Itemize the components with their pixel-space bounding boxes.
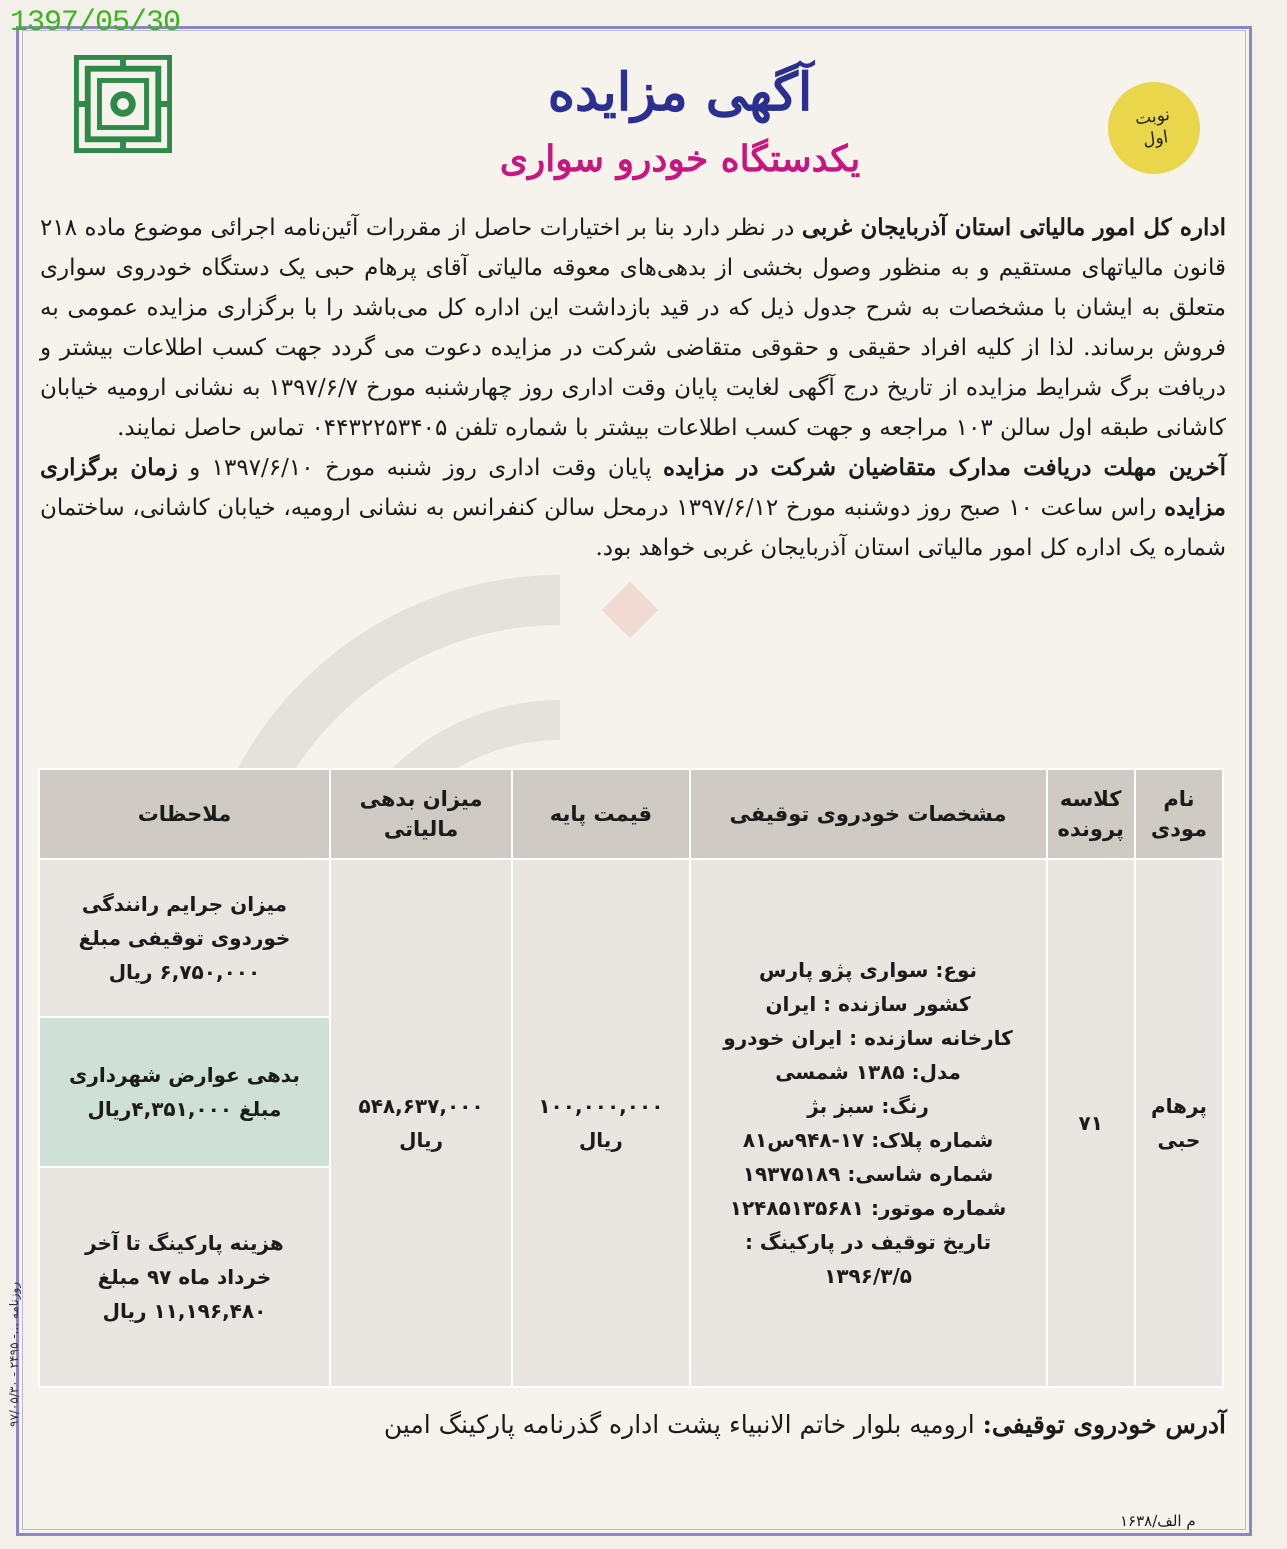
note-driving-fines: میزان جرایم رانندگی خوردوی توقیفی مبلغ ۶,۷۵۰,۰۰۰ ریال (39, 859, 330, 1017)
spec-line: نوع: سواری پژو پارس (759, 958, 978, 982)
cell-base-price (512, 859, 689, 1387)
auction-time-bold: زمان برگزاری مزایده (40, 454, 1227, 521)
side-newspaper-note (0, 1240, 34, 1440)
header-name: نام مودی (1135, 769, 1223, 859)
vehicle-address (40, 1410, 1226, 1439)
note-parking-fees: هزینه پارکینگ تا آخر خرداد ماه ۹۷ مبلغ ۱۱,۱۹۶,۴۸۰ ریال (39, 1167, 330, 1387)
spec-line: شماره شاسی: ۱۹۳۷۵۱۸۹ (742, 1162, 994, 1186)
paragraph-1-bold: اداره کل امور مالیاتی استان آذربایجان غربی (801, 214, 1227, 241)
table-row (39, 859, 1223, 1017)
paragraph-2 (40, 448, 1226, 568)
cell-tax-debt (330, 859, 512, 1387)
spec-line: ۱۳۹۶/۳/۵ (824, 1264, 912, 1288)
address-value: ارومیه بلوار خاتم الانبیاء پشت اداره گذرنامه پارکینگ امین (383, 1410, 983, 1439)
tax-debt-unit: ریال (399, 1128, 443, 1152)
side-note-text: روزنامه ...- ۲۴۹۵ - ۹۷/۰۵/۳۰ (7, 1281, 21, 1427)
header-base-price: قیمت پایه (512, 769, 689, 859)
page-subtitle: یکدستگاه خودرو سواری (499, 138, 861, 180)
tax-debt-value: ۵۴۸,۶۳۷,۰۰۰ (358, 1094, 484, 1118)
deadline-text: پایان وقت اداری روز شنبه مورخ ۱۳۹۷/۶/۱۰ و (177, 455, 664, 481)
table-header-row (39, 769, 1223, 859)
note-municipal-fees: بدهی عوارض شهرداری مبلغ ۴,۳۵۱,۰۰۰ریال (39, 1017, 330, 1167)
spec-line: کارخانه سازنده : ایران خودرو (723, 1026, 1013, 1050)
spec-line: تاریخ توقیف در پارکینگ : (744, 1230, 992, 1254)
header-specs: مشخصات خودروی توقیفی (690, 769, 1047, 859)
address-label: آدرس خودروی توقیفی: (982, 1410, 1226, 1439)
spec-line: رنگ: سبز بژ (807, 1094, 929, 1118)
notice-code: م الف/۱۶۳۸ (1120, 1512, 1196, 1530)
vehicle-table (38, 768, 1224, 1388)
cell-specs (690, 859, 1047, 1387)
paragraph-1 (40, 208, 1226, 448)
badge-line-2: اول (1141, 127, 1170, 151)
spec-line: مدل: ۱۳۸۵ شمسی (775, 1060, 961, 1084)
header-notes: ملاحظات (39, 769, 330, 859)
auction-time-text: راس ساعت ۱۰ صبح روز دوشنبه مورخ ۱۳۹۷/۶/۱۲ درمحل سالن کنفرانس به نشانی ارومیه، خیابان کاشانی، ساختمان شماره یک اداره کل امور مالیاتی استان آذربایجان غربی خواهد بود. (40, 495, 1226, 561)
deadline-bold: آخرین مهلت دریافت مدارک متقاضیان شرکت در مزایده (663, 454, 1226, 481)
paragraph-1-text: در نظر دارد بنا بر اختیارات حاصل از مقررات آئین‌نامه اجرائی موضوع ماده ۲۱۸ قانون مالیاتهای مستقیم و به منظور وصول بخشی از بدهی‌های معوقه مالیاتی آقای پرهام حبی یک دستگاه خودروی سواری متعلق به ایشان با مشخصات به شرح جدول ذیل که در قید بازداشت این اداره کل می‌باشد را با برگزاری مزایده عمومی به فروش برساند. لذا از کلیه افراد حقیقی و حقوقی متقاضی شرکت در مزایده دعوت می گردد جهت کسب اطلاعات بیشتر و دریافت برگ شرایط مزایده از تاریخ درج آگهی لغایت پایان وقت اداری روز چهارشنبه مورخ ۱۳۹۷/۶/۷ به نشانی ارومیه خیابان کاشانی طبقه اول سالن ۱۰۳ مراجعه و جهت کسب اطلاعات بیشتر با شماره تلفن ۰۴۴۳۲۲۵۳۴۰۵ تماس حاصل نمایند. (40, 215, 1227, 441)
tax-organization-logo-icon (74, 55, 172, 153)
badge-line-1: نوبت (1133, 104, 1172, 130)
spec-line: کشور سازنده : ایران (765, 992, 971, 1016)
announcement-body (40, 208, 1226, 568)
base-price-unit: ریال (578, 1128, 623, 1152)
spec-line: شماره موتور: ۱۲۴۸۵۱۳۵۶۸۱ (729, 1196, 1007, 1220)
base-price-value: ۱۰۰,۰۰۰,۰۰۰ (538, 1094, 664, 1118)
header-file-class: کلاسه پرونده (1047, 769, 1135, 859)
cell-name: پرهام حبی (1135, 859, 1223, 1387)
header-tax-debt: میزان بدهی مالیاتی (330, 769, 512, 859)
page-title: آگهی مزایده (547, 62, 813, 123)
spec-line: شماره پلاک: ۱۷-۹۴۸س۸۱ (742, 1128, 994, 1152)
stamp-date: 1397/05/30 (10, 6, 181, 40)
cell-file-class: ۷۱ (1047, 859, 1135, 1387)
